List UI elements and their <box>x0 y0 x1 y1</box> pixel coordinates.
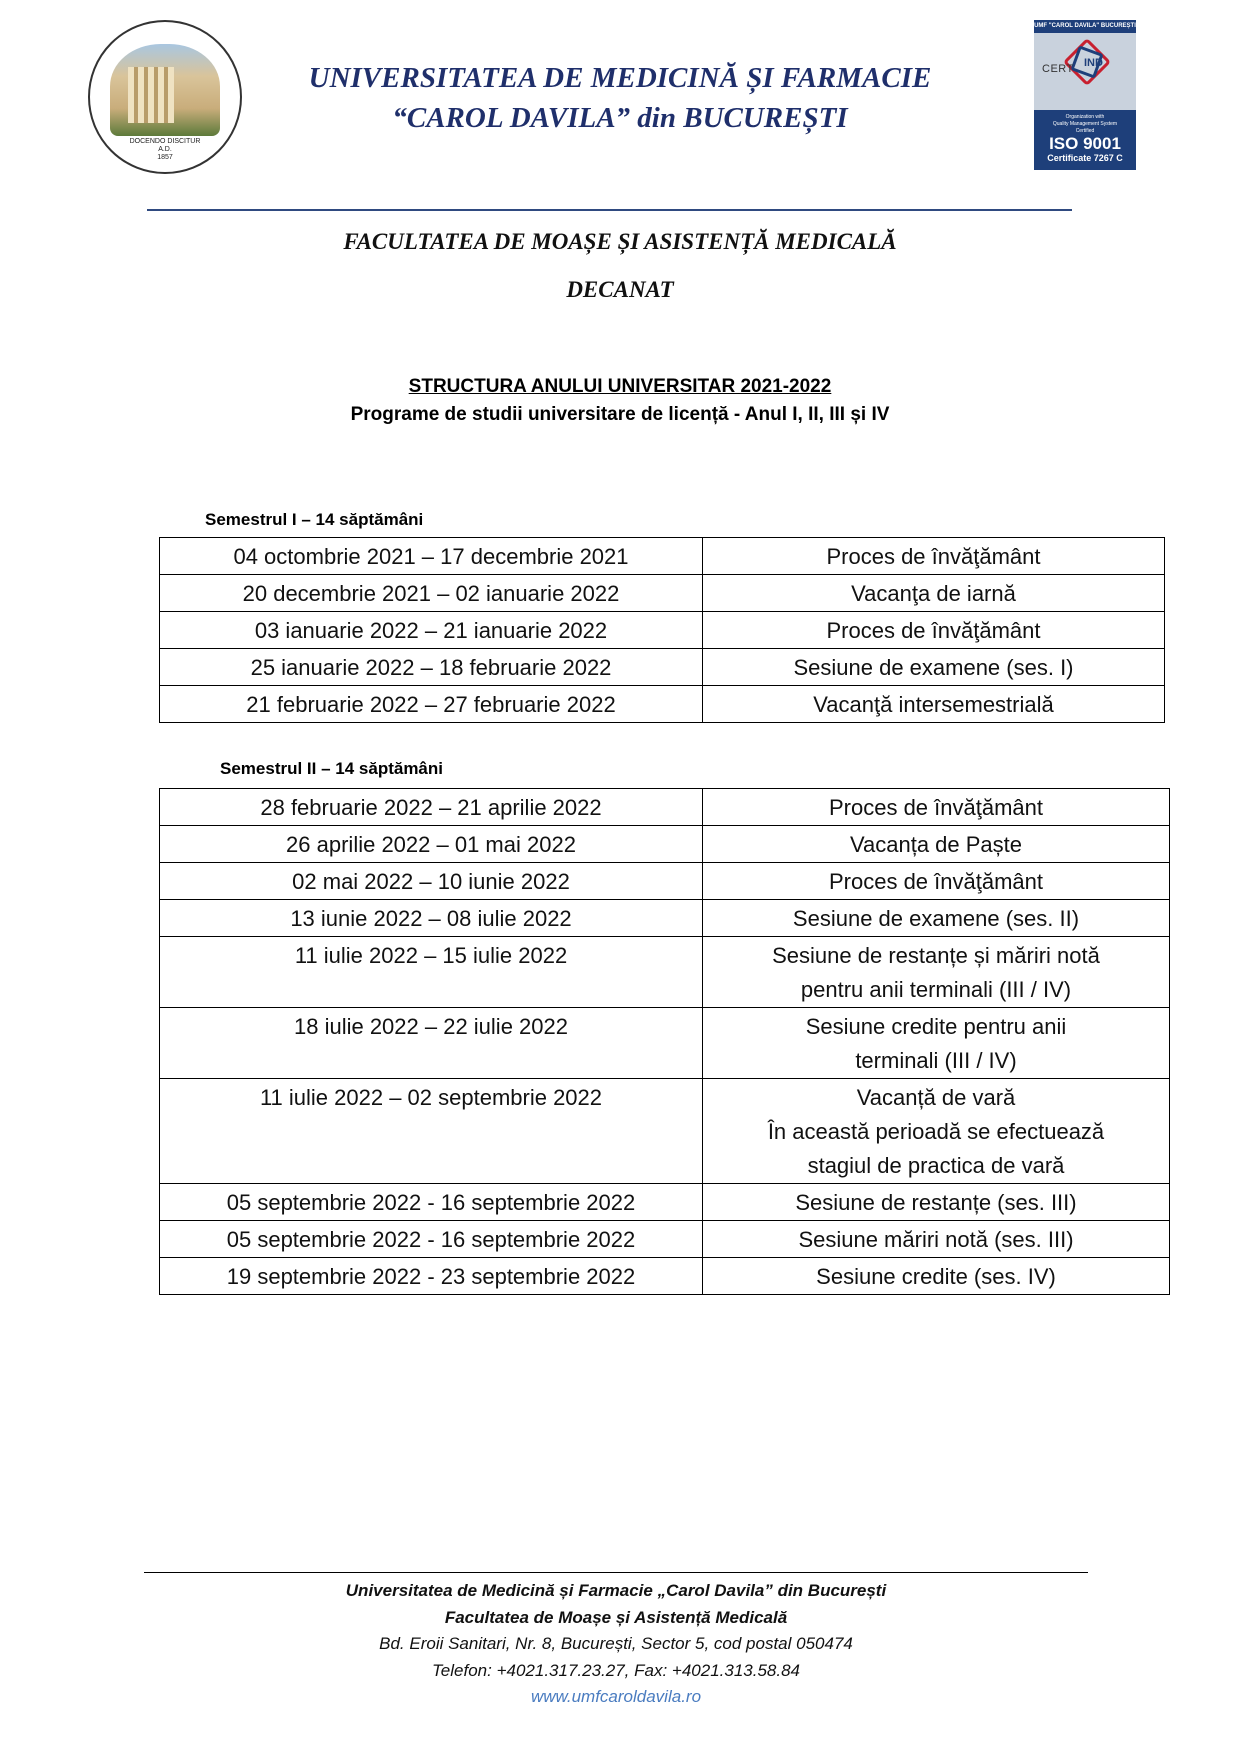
seal-motto-year: 1857 <box>157 154 173 161</box>
university-title <box>260 58 980 138</box>
table-row <box>160 789 1170 826</box>
period-cell: 05 septembrie 2022 - 16 septembrie 2022 <box>160 1184 703 1221</box>
semester2-label: Semestrul II – 14 săptămâni <box>220 759 443 778</box>
semester2-table <box>159 788 1170 1295</box>
table-row <box>160 863 1170 900</box>
activity-cell <box>703 1008 1170 1079</box>
activity-cell: Proces de învăţământ <box>703 538 1165 575</box>
seal-motto-text: DOCENDO DISCITUR <box>129 138 201 145</box>
period-cell: 11 iulie 2022 – 02 septembrie 2022 <box>160 1079 703 1184</box>
activity-cell: Proces de învăţământ <box>703 612 1165 649</box>
table-row <box>160 649 1165 686</box>
period-cell: 13 iunie 2022 – 08 iulie 2022 <box>160 900 703 937</box>
table-row <box>160 1258 1170 1295</box>
table-row <box>160 826 1170 863</box>
activity-cell <box>703 1079 1170 1184</box>
semester1-table <box>159 537 1165 723</box>
activity-line: În această perioadă se efectuează <box>767 1119 1105 1144</box>
period-cell: 28 februarie 2022 – 21 aprilie 2022 <box>160 789 703 826</box>
semester1-label: Semestrul I – 14 săptămâni <box>205 510 424 529</box>
activity-line: Sesiune credite pentru anii <box>805 1014 1067 1039</box>
iso-certificate-number: Certificate 7267 C <box>1047 153 1123 163</box>
activity-cell: Proces de învăţământ <box>703 863 1170 900</box>
document-subtitle: Programe de studii universitare de licență - Anul I, II, III și IV <box>350 404 890 425</box>
table-row <box>160 612 1165 649</box>
activity-cell: Vacanța de Paște <box>703 826 1170 863</box>
header-divider <box>147 209 1072 211</box>
university-seal-icon <box>88 20 242 174</box>
table-row <box>160 1079 1170 1184</box>
faculty-name: FACULTATEA DE MOAȘE ȘI ASISTENȚĂ MEDICALĂ <box>343 229 897 254</box>
university-title-line1: UNIVERSITATEA DE MEDICINĂ ȘI FARMACIE <box>308 62 932 94</box>
activity-line: pentru anii terminali (III / IV) <box>800 977 1072 1002</box>
iso-org-text <box>1034 110 1136 135</box>
period-cell: 11 iulie 2022 – 15 iulie 2022 <box>160 937 703 1008</box>
activity-cell: Vacanţa de iarnă <box>703 575 1165 612</box>
activity-cell: Sesiune de examene (ses. I) <box>703 649 1165 686</box>
footer-address: Bd. Eroii Sanitari, Nr. 8, București, Sector 5, cod postal 050474 <box>379 1634 853 1653</box>
table-row <box>160 900 1170 937</box>
period-cell: 18 iulie 2022 – 22 iulie 2022 <box>160 1008 703 1079</box>
iso-badge-bottom <box>1034 110 1136 170</box>
iso-org-line3: Certified <box>1075 128 1095 134</box>
period-cell: 26 aprilie 2022 – 01 mai 2022 <box>160 826 703 863</box>
footer-divider <box>144 1572 1088 1573</box>
period-cell: 05 septembrie 2022 - 16 septembrie 2022 <box>160 1221 703 1258</box>
activity-cell: Sesiune măriri notă (ses. III) <box>703 1221 1170 1258</box>
period-cell: 04 octombrie 2021 – 17 decembrie 2021 <box>160 538 703 575</box>
certind-logo <box>1034 33 1136 110</box>
building-columns <box>128 67 174 123</box>
certind-iso-badge-icon <box>1034 20 1136 170</box>
footer-faculty: Facultatea de Moașe și Asistență Medicală <box>444 1607 788 1627</box>
document-title: STRUCTURA ANULUI UNIVERSITAR 2021-2022 <box>408 376 832 397</box>
period-cell: 25 ianuarie 2022 – 18 februarie 2022 <box>160 649 703 686</box>
seal-motto <box>90 138 240 162</box>
table-row <box>160 1184 1170 1221</box>
footer <box>144 1578 1088 1711</box>
iso-org-line2: Quality Management System <box>1052 121 1118 127</box>
activity-line: terminali (III / IV) <box>855 1048 1017 1073</box>
activity-line: stagiul de practica de vară <box>807 1153 1065 1178</box>
footer-university: Universitatea de Medicină și Farmacie „Carol Davila” din București <box>345 1581 887 1600</box>
university-title-line2: “CAROL DAVILA” din BUCUREȘTI <box>392 102 848 134</box>
activity-cell: Proces de învăţământ <box>703 789 1170 826</box>
activity-line: Vacanță de vară <box>856 1085 1016 1110</box>
iso-org-line1: Organization with <box>1065 114 1105 120</box>
table-row <box>160 686 1165 723</box>
period-cell: 20 decembrie 2021 – 02 ianuarie 2022 <box>160 575 703 612</box>
activity-cell: Sesiune de examene (ses. II) <box>703 900 1170 937</box>
activity-cell: Sesiune credite (ses. IV) <box>703 1258 1170 1295</box>
period-cell: 03 ianuarie 2022 – 21 ianuarie 2022 <box>160 612 703 649</box>
activity-cell <box>703 937 1170 1008</box>
footer-website-link[interactable]: www.umfcaroldavila.ro <box>530 1687 702 1706</box>
table-row <box>160 1221 1170 1258</box>
table-row <box>160 1008 1170 1079</box>
table-row <box>160 538 1165 575</box>
certind-ind-text: IND <box>1084 57 1103 69</box>
table-row <box>160 937 1170 1008</box>
footer-contact: Telefon: +4021.317.23.27, Fax: +4021.313.58.84 <box>431 1660 800 1680</box>
iso-badge-top-band: UMF "CAROL DAVILA" BUCUREȘTI <box>1034 20 1136 33</box>
iso-standard: ISO 9001 <box>1049 134 1121 153</box>
table-row <box>160 575 1165 612</box>
department-name: DECANAT <box>566 277 674 302</box>
activity-cell: Sesiune de restanțe (ses. III) <box>703 1184 1170 1221</box>
seal-motto-ad: A.D. <box>158 146 172 153</box>
period-cell: 02 mai 2022 – 10 iunie 2022 <box>160 863 703 900</box>
certind-cert-text: CERT <box>1042 63 1074 75</box>
activity-cell: Vacanţă intersemestrială <box>703 686 1165 723</box>
activity-line: Sesiune de restanțe și măriri notă <box>772 943 1100 968</box>
period-cell: 19 septembrie 2022 - 23 septembrie 2022 <box>160 1258 703 1295</box>
period-cell: 21 februarie 2022 – 27 februarie 2022 <box>160 686 703 723</box>
